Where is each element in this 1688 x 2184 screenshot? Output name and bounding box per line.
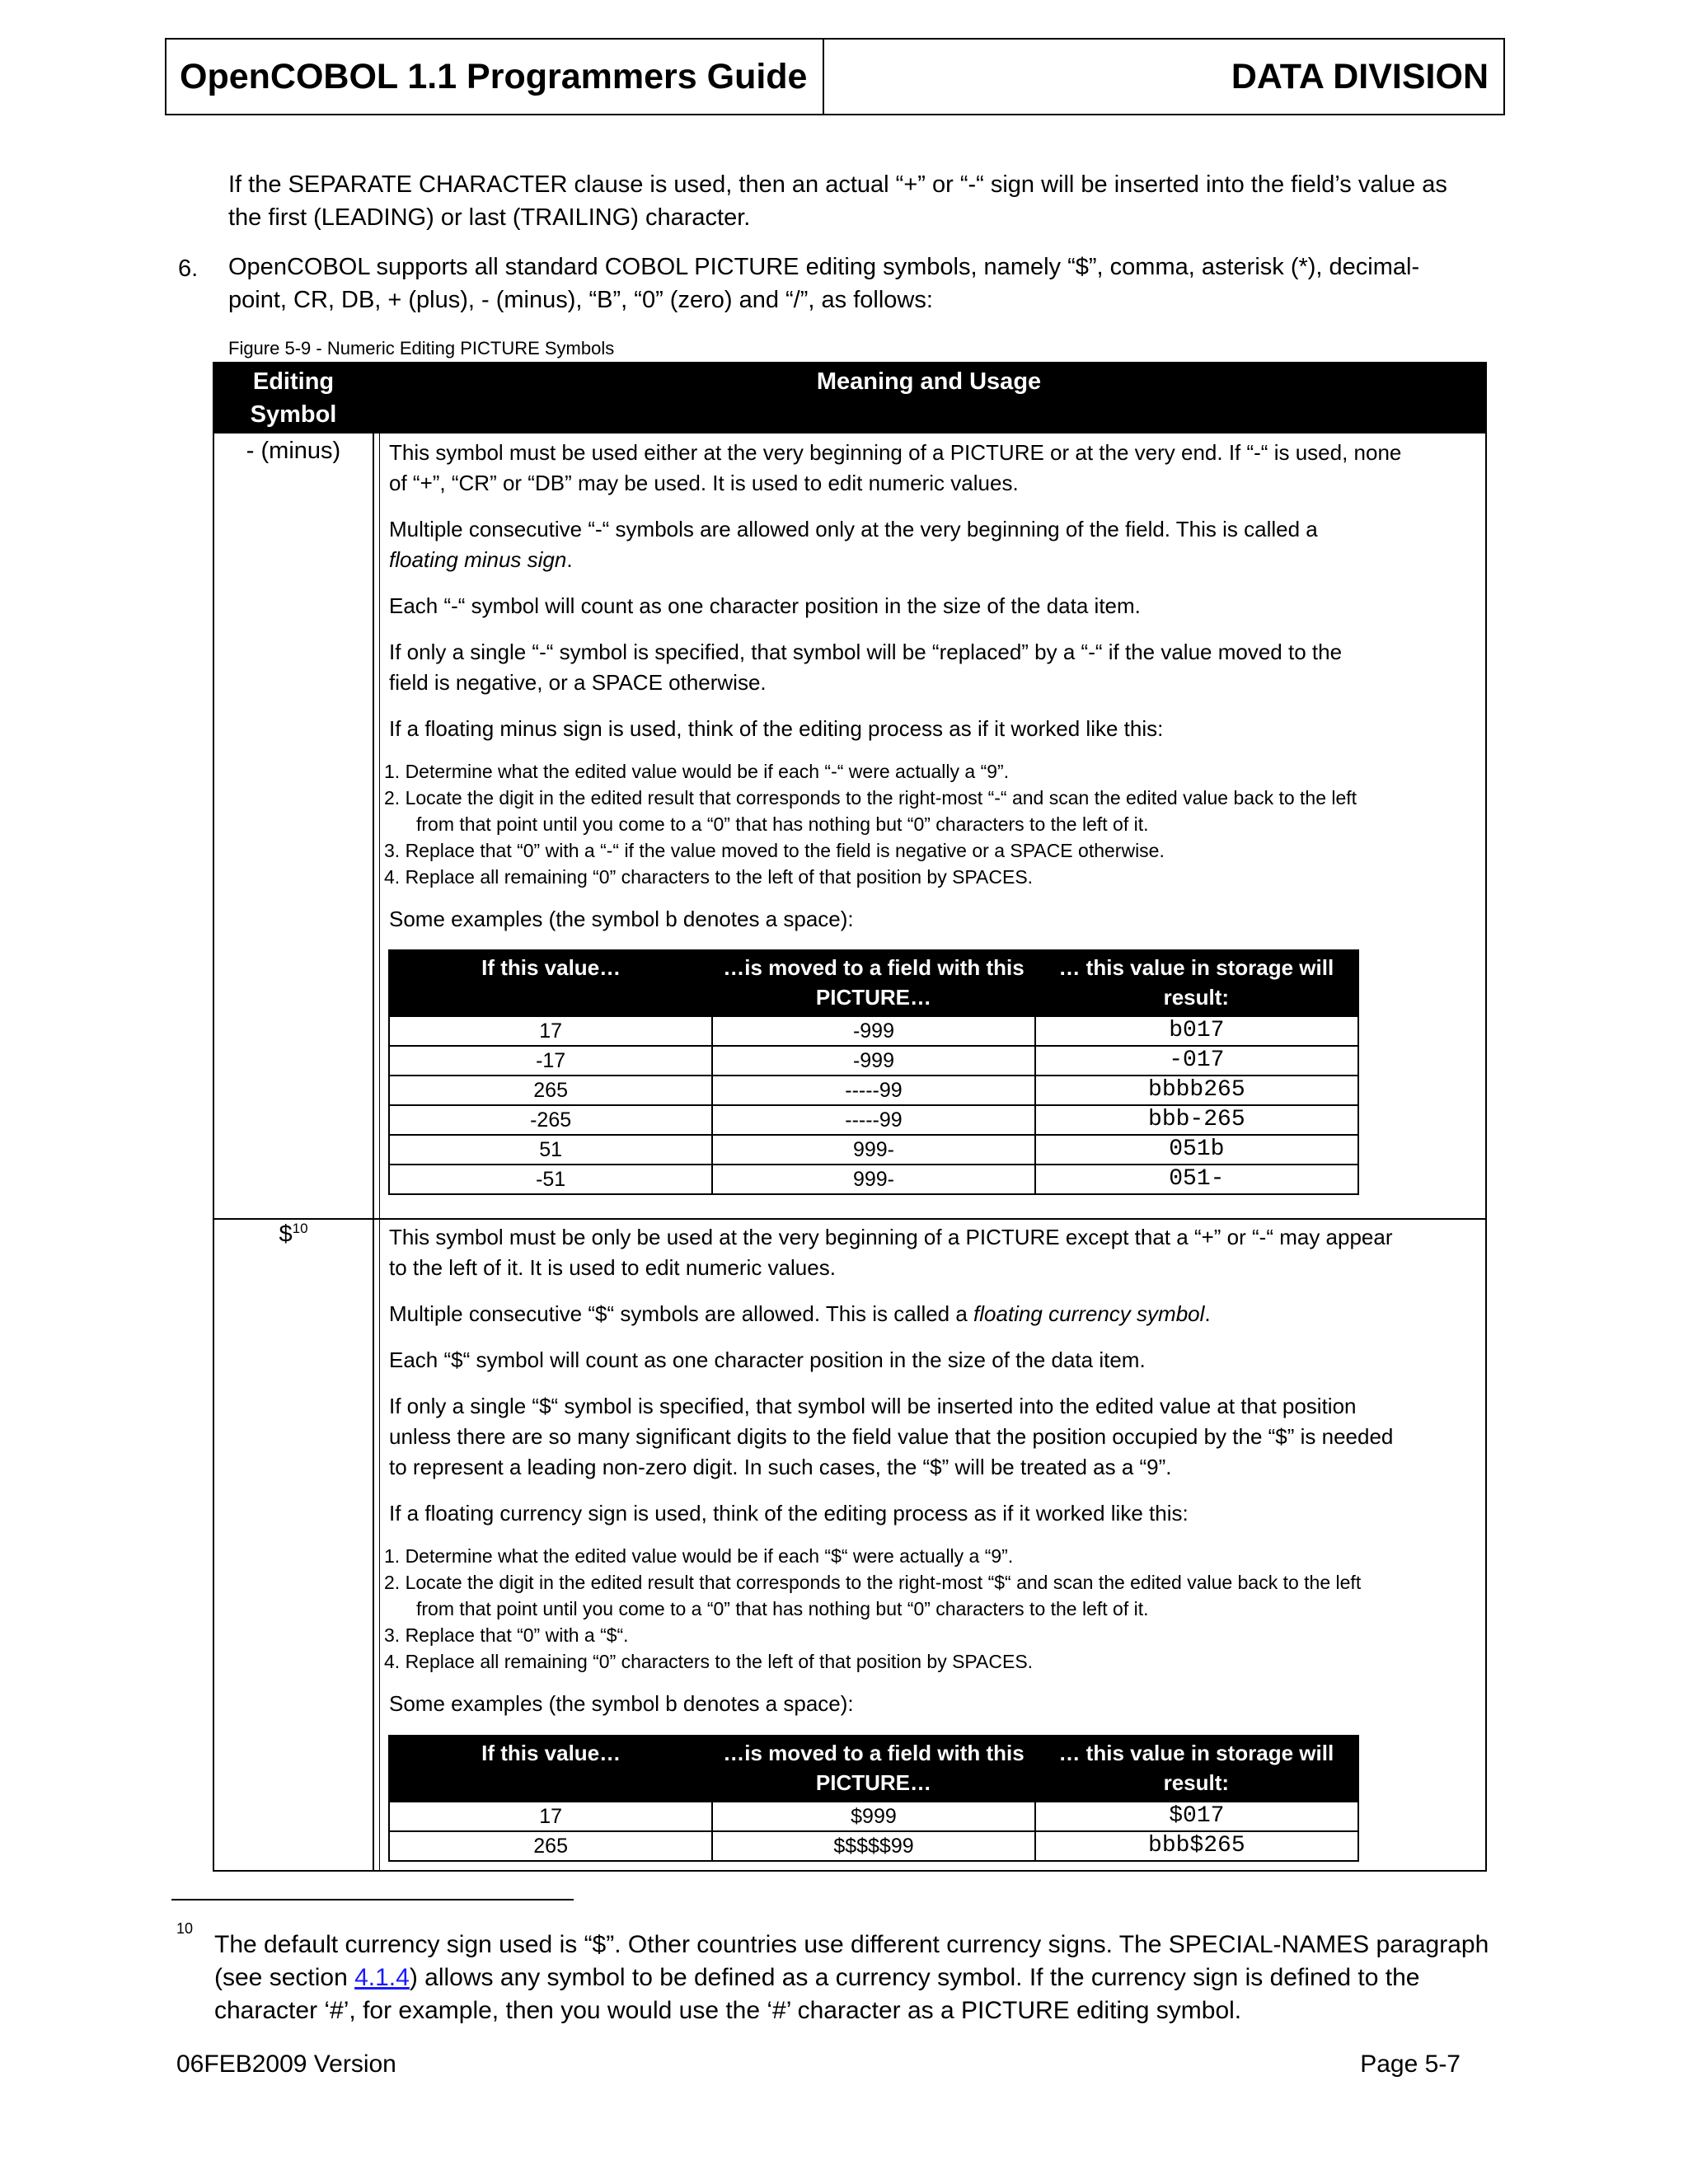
dollar-examples-intro: Some examples (the symbol b denotes a space): xyxy=(389,1691,854,1716)
footnote-ref: 10 xyxy=(292,1221,308,1236)
dollar-p3: Each “$“ symbol will count as one character position in the size of the data item. xyxy=(389,1347,1146,1372)
footnote-line3: character ‘#’, for example, then you would use the ‘#’ character as a PICTURE editing symbol. xyxy=(214,1997,1242,2024)
footnote-line1: The default currency sign used is “$”. Other countries use different currency signs. The SPECIAL-NAMES paragraph xyxy=(214,1931,1489,1958)
list-number: 6. xyxy=(178,255,199,282)
minus-p4-line1: If only a single “-“ symbol is specified, that symbol will be “replaced” by a “-“ if the value moved to the xyxy=(389,640,1343,664)
minus-step-2-cont: from that point until you come to a “0” that has nothing but “0” characters to the left of it. xyxy=(416,813,1149,835)
table-row: 51 999- 051b xyxy=(389,1135,1358,1165)
minus-step-1: 1. Determine what the edited value would be if each “-“ were actually a “9”. xyxy=(384,761,1010,782)
table-row: 265 $$$$$99 bbb$265 xyxy=(389,1831,1358,1861)
minus-p2-line1: Multiple consecutive “-“ symbols are allowed only at the very beginning of the field. This is called a xyxy=(389,517,1318,541)
ex-col-result: … this value in storage will result: xyxy=(1035,1736,1358,1802)
minus-step-2: 2. Locate the digit in the edited result that corresponds to the right-most “-“ and scan the edited value back to the left xyxy=(384,787,1357,808)
table-header xyxy=(214,363,1485,434)
dollar-examples-table xyxy=(388,1735,1359,1862)
ex-col-result: … this value in storage will result: xyxy=(1035,950,1358,1016)
dollar-step-1: 1. Determine what the edited value would be if each “$“ were actually a “9”. xyxy=(384,1545,1014,1567)
table-row: -17 -999 -017 xyxy=(389,1046,1358,1076)
dollar-symbol: \$$^{10}$ xyxy=(279,1221,308,1248)
col-editing-symbol-header xyxy=(214,363,373,431)
ex-header-row xyxy=(389,1736,1358,1802)
ex-col-value: If this value… xyxy=(389,950,712,1016)
col1-header-line2: Symbol xyxy=(250,401,337,428)
dollar-p1-line2: to the left of it. It is used to edit numeric values. xyxy=(389,1255,836,1280)
separate-clause-line1: If the SEPARATE CHARACTER clause is used, then an actual “+” or “-“ sign will be inserted into the field’s value as xyxy=(228,171,1447,198)
guide-title: OpenCOBOL 1.1 Programmers Guide xyxy=(166,40,824,114)
minus-step-4: 4. Replace all remaining “0” characters to the left of that position by SPACES. xyxy=(384,866,1034,888)
column-divider-inner xyxy=(379,434,380,1870)
section-title: DATA DIVISION xyxy=(1231,56,1489,96)
footnote-number: 10 xyxy=(176,1920,194,1937)
ex-col-picture: …is moved to a field with this PICTURE… xyxy=(712,1736,1034,1802)
footnote-separator xyxy=(171,1899,574,1900)
col1-header-line1: Editing xyxy=(252,368,335,395)
item6-line2: point, CR, DB, + (plus), - (minus), “B”, “0” (zero) and “/”, as follows: xyxy=(228,287,933,313)
table-row: -51 999- 051- xyxy=(389,1165,1358,1194)
item6-line1: OpenCOBOL supports all standard COBOL PICTURE editing symbols, namely “$”, comma, asterisk (*), decimal- xyxy=(228,254,1420,280)
ex-header-row xyxy=(389,950,1358,1016)
dollar-step-3: 3. Replace that “0” with a “$“. xyxy=(384,1624,629,1646)
minus-p1-line1: This symbol must be used either at the very beginning of a PICTURE or at the very end. If “-“ is used, none xyxy=(389,440,1402,465)
dollar-p4-line3: to represent a leading non-zero digit. In such cases, the “$” will be treated as a “9”. xyxy=(389,1455,1172,1479)
minus-step-3: 3. Replace that “0” with a “-“ if the value moved to the field is negative or a SPACE otherwise. xyxy=(384,840,1165,861)
table-row: 17 -999 b017 xyxy=(389,1016,1358,1046)
minus-p4-line2: field is negative, or a SPACE otherwise. xyxy=(389,670,767,695)
editing-symbols-table xyxy=(213,362,1487,1872)
column-divider xyxy=(373,434,374,1870)
minus-symbol: - (minus) xyxy=(246,438,341,464)
separate-clause-line2: the first (LEADING) or last (TRAILING) character. xyxy=(228,204,751,231)
minus-examples-table xyxy=(388,949,1359,1195)
footnote-text xyxy=(214,1929,1517,2027)
col-meaning-header: Meaning and Usage xyxy=(816,368,1042,395)
dollar-p2: Multiple consecutive “$“ symbols are allowed. This is called a floating currency symbol. xyxy=(389,1301,1211,1326)
floating-currency-term: floating currency symbol xyxy=(973,1301,1205,1326)
table-row: 265 -----99 bbbb265 xyxy=(389,1076,1358,1105)
ex-col-picture: …is moved to a field with this PICTURE… xyxy=(712,950,1034,1016)
ex-col-value: If this value… xyxy=(389,1736,712,1802)
dollar-step-2: 2. Locate the digit in the edited result that corresponds to the right-most “$“ and scan the edited value back to the left xyxy=(384,1572,1362,1593)
section-link[interactable]: 4.1.4 xyxy=(354,1964,410,1991)
dollar-step-2-cont: from that point until you come to a “0” that has nothing but “0” characters to the left of it. xyxy=(416,1598,1149,1619)
minus-p1-line2: of “+”, “CR” or “DB” may be used. It is used to edit numeric values. xyxy=(389,471,1019,495)
page-header xyxy=(165,38,1505,115)
footer-version: 06FEB2009 Version xyxy=(176,2050,396,2078)
dollar-p1-line1: This symbol must be only be used at the very beginning of a PICTURE except that a “+” or “-“ may appear xyxy=(389,1225,1393,1249)
minus-p2-line2: floating minus sign. xyxy=(389,547,573,572)
row-divider xyxy=(214,1218,1485,1220)
floating-minus-term: floating minus sign xyxy=(389,547,567,572)
dollar-p4-line1: If only a single “$“ symbol is specified, that symbol will be inserted into the edited value at that position xyxy=(389,1394,1357,1418)
dollar-step-4: 4. Replace all remaining “0” characters to the left of that position by SPACES. xyxy=(384,1651,1034,1672)
footer-page-number: Page 5-7 xyxy=(1360,2050,1461,2078)
dollar-p5: If a floating currency sign is used, think of the editing process as if it worked like this: xyxy=(389,1501,1189,1526)
table-row: 17 $999 $017 xyxy=(389,1802,1358,1831)
footnote-line2: (see section 4.1.4) allows any symbol to be defined as a currency symbol. If the currency sign is defined to the xyxy=(214,1964,1420,1991)
minus-p3: Each “-“ symbol will count as one character position in the size of the data item. xyxy=(389,593,1141,618)
minus-p5: If a floating minus sign is used, think of the editing process as if it worked like this: xyxy=(389,716,1164,741)
dollar-p4-line2: unless there are so many significant digits to the field value that the position occupied by the “$” is needed xyxy=(389,1424,1394,1449)
table-row: -265 -----99 bbb-265 xyxy=(389,1105,1358,1135)
minus-examples-intro: Some examples (the symbol b denotes a space): xyxy=(389,907,854,931)
figure-caption: Figure 5-9 - Numeric Editing PICTURE Symbols xyxy=(228,338,615,359)
